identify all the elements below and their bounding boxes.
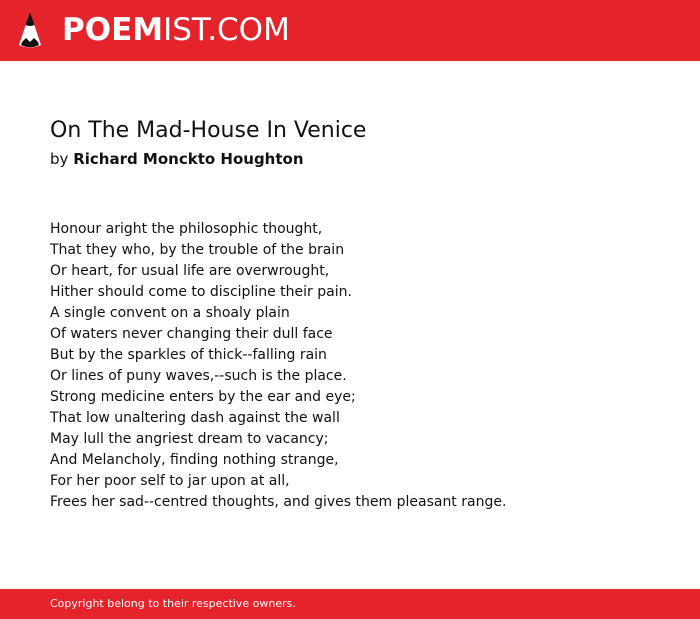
author-name: Richard Monckto Houghton (73, 150, 304, 168)
poem-line: May lull the angriest dream to vacancy; (50, 431, 329, 447)
copyright-notice: Copyright belong to their respective owners. (50, 597, 296, 610)
poem-byline (50, 149, 304, 169)
poem-line: That they who, by the trouble of the brain (50, 242, 345, 258)
poem-line: A single convent on a shoaly plain (50, 305, 290, 321)
poem-line: Frees her sad--centred thoughts, and gives them pleasant range. (50, 494, 507, 510)
poem-line: Of waters never changing their dull face (50, 326, 333, 342)
site-header (0, 0, 700, 61)
poem-line: Honour aright the philosophic thought, (50, 221, 323, 237)
poem-line: Strong medicine enters by the ear and eye; (50, 389, 356, 405)
poem-line: Or lines of puny waves,--such is the place. (50, 368, 347, 384)
poem-line: Or heart, for usual life are overwrought, (50, 263, 330, 279)
poem-line: Hither should come to discipline their pain. (50, 284, 352, 300)
by-label: by (50, 150, 69, 168)
poem-line: And Melancholy, finding nothing strange, (50, 452, 339, 468)
poem-line: That low unaltering dash against the wall (50, 410, 340, 426)
poem-body (50, 219, 506, 513)
poem-line: For her poor self to jar upon at all, (50, 473, 290, 489)
brand-bold: POEM (62, 12, 164, 48)
pencil-tip-icon[interactable] (18, 11, 42, 51)
site-footer (0, 589, 700, 619)
poem-title: On The Mad-House In Venice (50, 118, 367, 143)
brand-light: IST.COM (163, 12, 290, 48)
poem-line: But by the sparkles of thick--falling rain (50, 347, 327, 363)
site-logo-text[interactable] (62, 12, 290, 48)
